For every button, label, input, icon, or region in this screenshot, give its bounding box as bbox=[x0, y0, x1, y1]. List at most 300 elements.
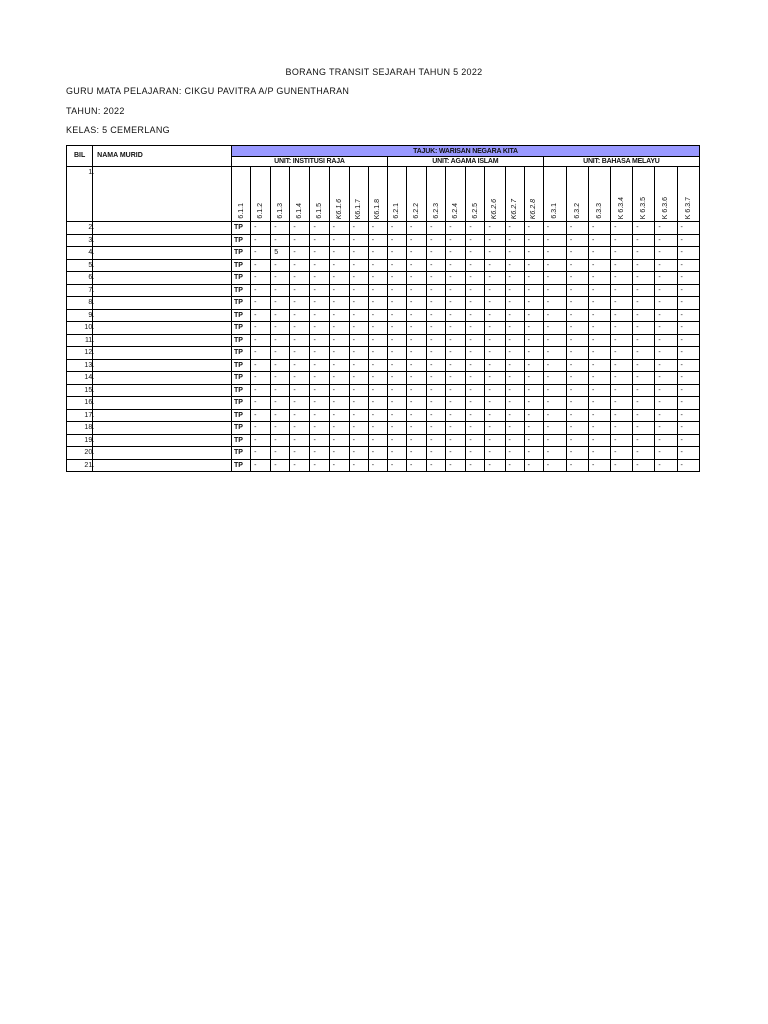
value-cell[interactable]: - bbox=[251, 372, 271, 385]
value-cell[interactable]: - bbox=[427, 422, 446, 435]
value-cell[interactable]: - bbox=[349, 309, 368, 322]
value-cell[interactable]: - bbox=[589, 347, 611, 360]
value-cell[interactable]: - bbox=[349, 384, 368, 397]
value-cell[interactable]: - bbox=[505, 384, 524, 397]
value-cell[interactable]: - bbox=[290, 297, 310, 310]
value-cell[interactable]: - bbox=[310, 309, 329, 322]
value-cell[interactable]: - bbox=[589, 359, 611, 372]
value-cell[interactable]: - bbox=[387, 459, 406, 472]
value-cell[interactable]: - bbox=[677, 222, 699, 235]
value-cell[interactable]: - bbox=[655, 284, 677, 297]
value-cell[interactable]: - bbox=[543, 322, 566, 335]
value-cell[interactable]: - bbox=[290, 447, 310, 460]
value-cell[interactable]: - bbox=[407, 222, 427, 235]
value-cell[interactable]: - bbox=[589, 434, 611, 447]
value-cell[interactable]: - bbox=[310, 384, 329, 397]
nama-cell[interactable] bbox=[93, 259, 232, 272]
value-cell[interactable]: - bbox=[368, 272, 387, 285]
value-cell[interactable]: - bbox=[543, 422, 566, 435]
value-cell[interactable]: - bbox=[310, 259, 329, 272]
value-cell[interactable]: - bbox=[633, 247, 655, 260]
value-cell[interactable]: - bbox=[524, 222, 543, 235]
value-cell[interactable]: - bbox=[387, 422, 406, 435]
value-cell[interactable]: - bbox=[466, 272, 485, 285]
value-cell[interactable]: - bbox=[290, 409, 310, 422]
value-cell[interactable]: - bbox=[611, 234, 633, 247]
value-cell[interactable]: - bbox=[407, 372, 427, 385]
value-cell[interactable]: - bbox=[543, 247, 566, 260]
value-cell[interactable]: - bbox=[427, 447, 446, 460]
value-cell[interactable]: - bbox=[505, 397, 524, 410]
nama-cell[interactable] bbox=[93, 459, 232, 472]
value-cell[interactable]: - bbox=[407, 359, 427, 372]
value-cell[interactable]: - bbox=[310, 247, 329, 260]
nama-cell[interactable] bbox=[93, 409, 232, 422]
value-cell[interactable]: - bbox=[566, 247, 588, 260]
value-cell[interactable]: - bbox=[446, 322, 466, 335]
value-cell[interactable]: - bbox=[543, 347, 566, 360]
value-cell[interactable]: - bbox=[543, 272, 566, 285]
value-cell[interactable]: - bbox=[655, 409, 677, 422]
value-cell[interactable]: - bbox=[633, 397, 655, 410]
value-cell[interactable]: - bbox=[349, 272, 368, 285]
value-cell[interactable]: - bbox=[677, 334, 699, 347]
value-cell[interactable]: - bbox=[387, 222, 406, 235]
value-cell[interactable]: - bbox=[251, 259, 271, 272]
nama-cell[interactable] bbox=[93, 234, 232, 247]
value-cell[interactable]: - bbox=[524, 322, 543, 335]
value-cell[interactable]: - bbox=[677, 247, 699, 260]
value-cell[interactable]: - bbox=[524, 309, 543, 322]
value-cell[interactable]: - bbox=[349, 372, 368, 385]
value-cell[interactable]: - bbox=[446, 309, 466, 322]
value-cell[interactable]: 5 bbox=[271, 247, 290, 260]
value-cell[interactable]: - bbox=[349, 422, 368, 435]
value-cell[interactable]: - bbox=[446, 247, 466, 260]
value-cell[interactable]: - bbox=[349, 409, 368, 422]
value-cell[interactable]: - bbox=[446, 334, 466, 347]
value-cell[interactable]: - bbox=[589, 422, 611, 435]
value-cell[interactable]: - bbox=[290, 309, 310, 322]
value-cell[interactable]: - bbox=[589, 222, 611, 235]
value-cell[interactable]: - bbox=[633, 334, 655, 347]
value-cell[interactable]: - bbox=[505, 334, 524, 347]
value-cell[interactable]: - bbox=[505, 434, 524, 447]
value-cell[interactable]: - bbox=[566, 259, 588, 272]
value-cell[interactable]: - bbox=[633, 234, 655, 247]
value-cell[interactable]: - bbox=[633, 297, 655, 310]
value-cell[interactable]: - bbox=[633, 259, 655, 272]
value-cell[interactable]: - bbox=[368, 347, 387, 360]
value-cell[interactable]: - bbox=[407, 422, 427, 435]
value-cell[interactable]: - bbox=[310, 297, 329, 310]
value-cell[interactable]: - bbox=[271, 434, 290, 447]
value-cell[interactable]: - bbox=[466, 372, 485, 385]
value-cell[interactable]: - bbox=[427, 272, 446, 285]
value-cell[interactable]: - bbox=[446, 259, 466, 272]
value-cell[interactable]: - bbox=[387, 359, 406, 372]
value-cell[interactable]: - bbox=[329, 334, 349, 347]
value-cell[interactable]: - bbox=[368, 297, 387, 310]
value-cell[interactable]: - bbox=[329, 372, 349, 385]
value-cell[interactable]: - bbox=[611, 459, 633, 472]
value-cell[interactable]: - bbox=[290, 359, 310, 372]
value-cell[interactable]: - bbox=[505, 359, 524, 372]
value-cell[interactable]: - bbox=[349, 347, 368, 360]
value-cell[interactable]: - bbox=[677, 359, 699, 372]
value-cell[interactable]: - bbox=[329, 272, 349, 285]
value-cell[interactable]: - bbox=[446, 384, 466, 397]
value-cell[interactable]: - bbox=[271, 347, 290, 360]
nama-cell[interactable] bbox=[93, 334, 232, 347]
value-cell[interactable]: - bbox=[290, 284, 310, 297]
value-cell[interactable]: - bbox=[633, 384, 655, 397]
value-cell[interactable]: - bbox=[466, 397, 485, 410]
value-cell[interactable]: - bbox=[589, 272, 611, 285]
value-cell[interactable]: - bbox=[524, 422, 543, 435]
value-cell[interactable]: - bbox=[505, 247, 524, 260]
value-cell[interactable]: - bbox=[290, 384, 310, 397]
value-cell[interactable]: - bbox=[290, 259, 310, 272]
value-cell[interactable]: - bbox=[505, 284, 524, 297]
value-cell[interactable]: - bbox=[677, 259, 699, 272]
value-cell[interactable]: - bbox=[368, 309, 387, 322]
value-cell[interactable]: - bbox=[349, 222, 368, 235]
value-cell[interactable]: - bbox=[485, 459, 505, 472]
value-cell[interactable]: - bbox=[566, 434, 588, 447]
value-cell[interactable]: - bbox=[427, 359, 446, 372]
value-cell[interactable]: - bbox=[505, 234, 524, 247]
value-cell[interactable]: - bbox=[329, 447, 349, 460]
value-cell[interactable]: - bbox=[655, 309, 677, 322]
value-cell[interactable]: - bbox=[633, 309, 655, 322]
nama-cell[interactable] bbox=[93, 397, 232, 410]
value-cell[interactable]: - bbox=[290, 334, 310, 347]
value-cell[interactable]: - bbox=[485, 259, 505, 272]
value-cell[interactable]: - bbox=[677, 284, 699, 297]
value-cell[interactable]: - bbox=[427, 347, 446, 360]
value-cell[interactable]: - bbox=[271, 422, 290, 435]
value-cell[interactable]: - bbox=[466, 434, 485, 447]
value-cell[interactable]: - bbox=[427, 309, 446, 322]
value-cell[interactable]: - bbox=[524, 272, 543, 285]
value-cell[interactable]: - bbox=[524, 459, 543, 472]
value-cell[interactable]: - bbox=[329, 247, 349, 260]
value-cell[interactable]: - bbox=[427, 222, 446, 235]
value-cell[interactable]: - bbox=[677, 297, 699, 310]
value-cell[interactable]: - bbox=[446, 459, 466, 472]
value-cell[interactable]: - bbox=[329, 359, 349, 372]
value-cell[interactable]: - bbox=[589, 297, 611, 310]
value-cell[interactable]: - bbox=[566, 322, 588, 335]
value-cell[interactable]: - bbox=[427, 409, 446, 422]
value-cell[interactable]: - bbox=[466, 334, 485, 347]
value-cell[interactable]: - bbox=[387, 334, 406, 347]
value-cell[interactable]: - bbox=[446, 297, 466, 310]
value-cell[interactable]: - bbox=[611, 272, 633, 285]
value-cell[interactable]: - bbox=[310, 372, 329, 385]
value-cell[interactable]: - bbox=[271, 359, 290, 372]
value-cell[interactable]: - bbox=[329, 347, 349, 360]
value-cell[interactable]: - bbox=[271, 234, 290, 247]
value-cell[interactable]: - bbox=[485, 247, 505, 260]
value-cell[interactable]: - bbox=[505, 222, 524, 235]
value-cell[interactable]: - bbox=[633, 447, 655, 460]
value-cell[interactable]: - bbox=[633, 459, 655, 472]
value-cell[interactable]: - bbox=[655, 347, 677, 360]
value-cell[interactable]: - bbox=[446, 434, 466, 447]
value-cell[interactable]: - bbox=[611, 347, 633, 360]
value-cell[interactable]: - bbox=[251, 409, 271, 422]
value-cell[interactable]: - bbox=[251, 459, 271, 472]
value-cell[interactable]: - bbox=[611, 384, 633, 397]
value-cell[interactable]: - bbox=[524, 297, 543, 310]
value-cell[interactable]: - bbox=[368, 322, 387, 335]
value-cell[interactable]: - bbox=[407, 322, 427, 335]
value-cell[interactable]: - bbox=[566, 284, 588, 297]
value-cell[interactable]: - bbox=[589, 259, 611, 272]
value-cell[interactable]: - bbox=[446, 372, 466, 385]
value-cell[interactable]: - bbox=[251, 359, 271, 372]
value-cell[interactable]: - bbox=[611, 372, 633, 385]
value-cell[interactable]: - bbox=[407, 234, 427, 247]
value-cell[interactable]: - bbox=[271, 222, 290, 235]
value-cell[interactable]: - bbox=[251, 234, 271, 247]
value-cell[interactable]: - bbox=[251, 384, 271, 397]
value-cell[interactable]: - bbox=[446, 409, 466, 422]
value-cell[interactable]: - bbox=[524, 434, 543, 447]
value-cell[interactable]: - bbox=[524, 409, 543, 422]
value-cell[interactable]: - bbox=[466, 297, 485, 310]
value-cell[interactable]: - bbox=[655, 247, 677, 260]
value-cell[interactable]: - bbox=[589, 284, 611, 297]
value-cell[interactable]: - bbox=[655, 397, 677, 410]
value-cell[interactable]: - bbox=[677, 384, 699, 397]
value-cell[interactable]: - bbox=[251, 284, 271, 297]
value-cell[interactable]: - bbox=[407, 409, 427, 422]
value-cell[interactable]: - bbox=[271, 322, 290, 335]
value-cell[interactable]: - bbox=[566, 359, 588, 372]
value-cell[interactable]: - bbox=[290, 422, 310, 435]
value-cell[interactable]: - bbox=[271, 297, 290, 310]
value-cell[interactable]: - bbox=[485, 322, 505, 335]
value-cell[interactable]: - bbox=[310, 234, 329, 247]
nama-cell[interactable] bbox=[93, 384, 232, 397]
value-cell[interactable]: - bbox=[407, 297, 427, 310]
value-cell[interactable]: - bbox=[446, 272, 466, 285]
value-cell[interactable]: - bbox=[446, 347, 466, 360]
value-cell[interactable]: - bbox=[566, 347, 588, 360]
value-cell[interactable]: - bbox=[524, 259, 543, 272]
value-cell[interactable]: - bbox=[387, 259, 406, 272]
value-cell[interactable]: - bbox=[566, 222, 588, 235]
value-cell[interactable]: - bbox=[368, 384, 387, 397]
value-cell[interactable]: - bbox=[427, 384, 446, 397]
value-cell[interactable]: - bbox=[427, 459, 446, 472]
value-cell[interactable]: - bbox=[505, 347, 524, 360]
value-cell[interactable]: - bbox=[485, 384, 505, 397]
value-cell[interactable]: - bbox=[505, 422, 524, 435]
value-cell[interactable]: - bbox=[677, 347, 699, 360]
value-cell[interactable]: - bbox=[368, 359, 387, 372]
value-cell[interactable]: - bbox=[290, 459, 310, 472]
value-cell[interactable]: - bbox=[677, 434, 699, 447]
value-cell[interactable]: - bbox=[251, 397, 271, 410]
value-cell[interactable]: - bbox=[368, 459, 387, 472]
value-cell[interactable]: - bbox=[310, 284, 329, 297]
value-cell[interactable]: - bbox=[466, 347, 485, 360]
value-cell[interactable]: - bbox=[310, 447, 329, 460]
value-cell[interactable]: - bbox=[633, 359, 655, 372]
value-cell[interactable]: - bbox=[251, 222, 271, 235]
value-cell[interactable]: - bbox=[611, 397, 633, 410]
value-cell[interactable]: - bbox=[677, 234, 699, 247]
value-cell[interactable]: - bbox=[655, 422, 677, 435]
value-cell[interactable]: - bbox=[543, 222, 566, 235]
value-cell[interactable]: - bbox=[566, 372, 588, 385]
nama-cell[interactable] bbox=[93, 247, 232, 260]
value-cell[interactable]: - bbox=[368, 222, 387, 235]
value-cell[interactable]: - bbox=[271, 284, 290, 297]
nama-cell[interactable] bbox=[93, 167, 232, 222]
value-cell[interactable]: - bbox=[349, 284, 368, 297]
value-cell[interactable]: - bbox=[271, 397, 290, 410]
value-cell[interactable]: - bbox=[466, 422, 485, 435]
value-cell[interactable]: - bbox=[611, 247, 633, 260]
value-cell[interactable]: - bbox=[368, 447, 387, 460]
value-cell[interactable]: - bbox=[446, 422, 466, 435]
value-cell[interactable]: - bbox=[611, 297, 633, 310]
value-cell[interactable]: - bbox=[611, 447, 633, 460]
value-cell[interactable]: - bbox=[677, 372, 699, 385]
value-cell[interactable]: - bbox=[543, 397, 566, 410]
value-cell[interactable]: - bbox=[387, 347, 406, 360]
nama-cell[interactable] bbox=[93, 222, 232, 235]
value-cell[interactable]: - bbox=[543, 259, 566, 272]
value-cell[interactable]: - bbox=[543, 459, 566, 472]
value-cell[interactable]: - bbox=[329, 259, 349, 272]
value-cell[interactable]: - bbox=[368, 259, 387, 272]
value-cell[interactable]: - bbox=[543, 234, 566, 247]
value-cell[interactable]: - bbox=[677, 397, 699, 410]
value-cell[interactable]: - bbox=[655, 272, 677, 285]
value-cell[interactable]: - bbox=[466, 384, 485, 397]
value-cell[interactable]: - bbox=[677, 309, 699, 322]
value-cell[interactable]: - bbox=[543, 409, 566, 422]
value-cell[interactable]: - bbox=[611, 434, 633, 447]
value-cell[interactable]: - bbox=[589, 384, 611, 397]
value-cell[interactable]: - bbox=[368, 434, 387, 447]
value-cell[interactable]: - bbox=[611, 322, 633, 335]
value-cell[interactable]: - bbox=[655, 259, 677, 272]
value-cell[interactable]: - bbox=[543, 384, 566, 397]
value-cell[interactable]: - bbox=[349, 434, 368, 447]
value-cell[interactable]: - bbox=[349, 247, 368, 260]
value-cell[interactable]: - bbox=[466, 322, 485, 335]
value-cell[interactable]: - bbox=[329, 397, 349, 410]
value-cell[interactable]: - bbox=[310, 397, 329, 410]
value-cell[interactable]: - bbox=[611, 284, 633, 297]
value-cell[interactable]: - bbox=[427, 297, 446, 310]
value-cell[interactable]: - bbox=[466, 284, 485, 297]
value-cell[interactable]: - bbox=[589, 247, 611, 260]
value-cell[interactable]: - bbox=[290, 434, 310, 447]
value-cell[interactable]: - bbox=[387, 372, 406, 385]
value-cell[interactable]: - bbox=[633, 322, 655, 335]
value-cell[interactable]: - bbox=[329, 297, 349, 310]
value-cell[interactable]: - bbox=[368, 409, 387, 422]
value-cell[interactable]: - bbox=[655, 447, 677, 460]
value-cell[interactable]: - bbox=[466, 447, 485, 460]
value-cell[interactable]: - bbox=[589, 447, 611, 460]
value-cell[interactable]: - bbox=[251, 347, 271, 360]
value-cell[interactable]: - bbox=[251, 422, 271, 435]
value-cell[interactable]: - bbox=[310, 434, 329, 447]
value-cell[interactable]: - bbox=[633, 272, 655, 285]
value-cell[interactable]: - bbox=[505, 322, 524, 335]
value-cell[interactable]: - bbox=[387, 447, 406, 460]
value-cell[interactable]: - bbox=[677, 409, 699, 422]
value-cell[interactable]: - bbox=[446, 284, 466, 297]
value-cell[interactable]: - bbox=[543, 447, 566, 460]
value-cell[interactable]: - bbox=[505, 459, 524, 472]
value-cell[interactable]: - bbox=[427, 234, 446, 247]
value-cell[interactable]: - bbox=[466, 459, 485, 472]
value-cell[interactable]: - bbox=[543, 434, 566, 447]
value-cell[interactable]: - bbox=[310, 272, 329, 285]
value-cell[interactable]: - bbox=[485, 359, 505, 372]
value-cell[interactable]: - bbox=[368, 397, 387, 410]
value-cell[interactable]: - bbox=[349, 397, 368, 410]
value-cell[interactable]: - bbox=[427, 284, 446, 297]
value-cell[interactable]: - bbox=[543, 309, 566, 322]
value-cell[interactable]: - bbox=[310, 459, 329, 472]
value-cell[interactable]: - bbox=[427, 397, 446, 410]
value-cell[interactable]: - bbox=[407, 384, 427, 397]
value-cell[interactable]: - bbox=[485, 422, 505, 435]
nama-cell[interactable] bbox=[93, 447, 232, 460]
value-cell[interactable]: - bbox=[387, 247, 406, 260]
value-cell[interactable]: - bbox=[329, 309, 349, 322]
value-cell[interactable]: - bbox=[655, 459, 677, 472]
value-cell[interactable]: - bbox=[611, 409, 633, 422]
value-cell[interactable]: - bbox=[329, 459, 349, 472]
value-cell[interactable]: - bbox=[466, 309, 485, 322]
value-cell[interactable]: - bbox=[368, 334, 387, 347]
value-cell[interactable]: - bbox=[505, 447, 524, 460]
value-cell[interactable]: - bbox=[466, 409, 485, 422]
value-cell[interactable]: - bbox=[505, 297, 524, 310]
value-cell[interactable]: - bbox=[271, 259, 290, 272]
value-cell[interactable]: - bbox=[310, 347, 329, 360]
value-cell[interactable]: - bbox=[566, 272, 588, 285]
nama-cell[interactable] bbox=[93, 284, 232, 297]
value-cell[interactable]: - bbox=[407, 397, 427, 410]
value-cell[interactable]: - bbox=[677, 459, 699, 472]
value-cell[interactable]: - bbox=[329, 422, 349, 435]
value-cell[interactable]: - bbox=[524, 359, 543, 372]
value-cell[interactable]: - bbox=[611, 309, 633, 322]
value-cell[interactable]: - bbox=[655, 384, 677, 397]
value-cell[interactable]: - bbox=[427, 247, 446, 260]
value-cell[interactable]: - bbox=[387, 434, 406, 447]
value-cell[interactable]: - bbox=[251, 322, 271, 335]
value-cell[interactable]: - bbox=[446, 359, 466, 372]
value-cell[interactable]: - bbox=[524, 372, 543, 385]
value-cell[interactable]: - bbox=[407, 247, 427, 260]
value-cell[interactable]: - bbox=[655, 222, 677, 235]
value-cell[interactable]: - bbox=[251, 247, 271, 260]
